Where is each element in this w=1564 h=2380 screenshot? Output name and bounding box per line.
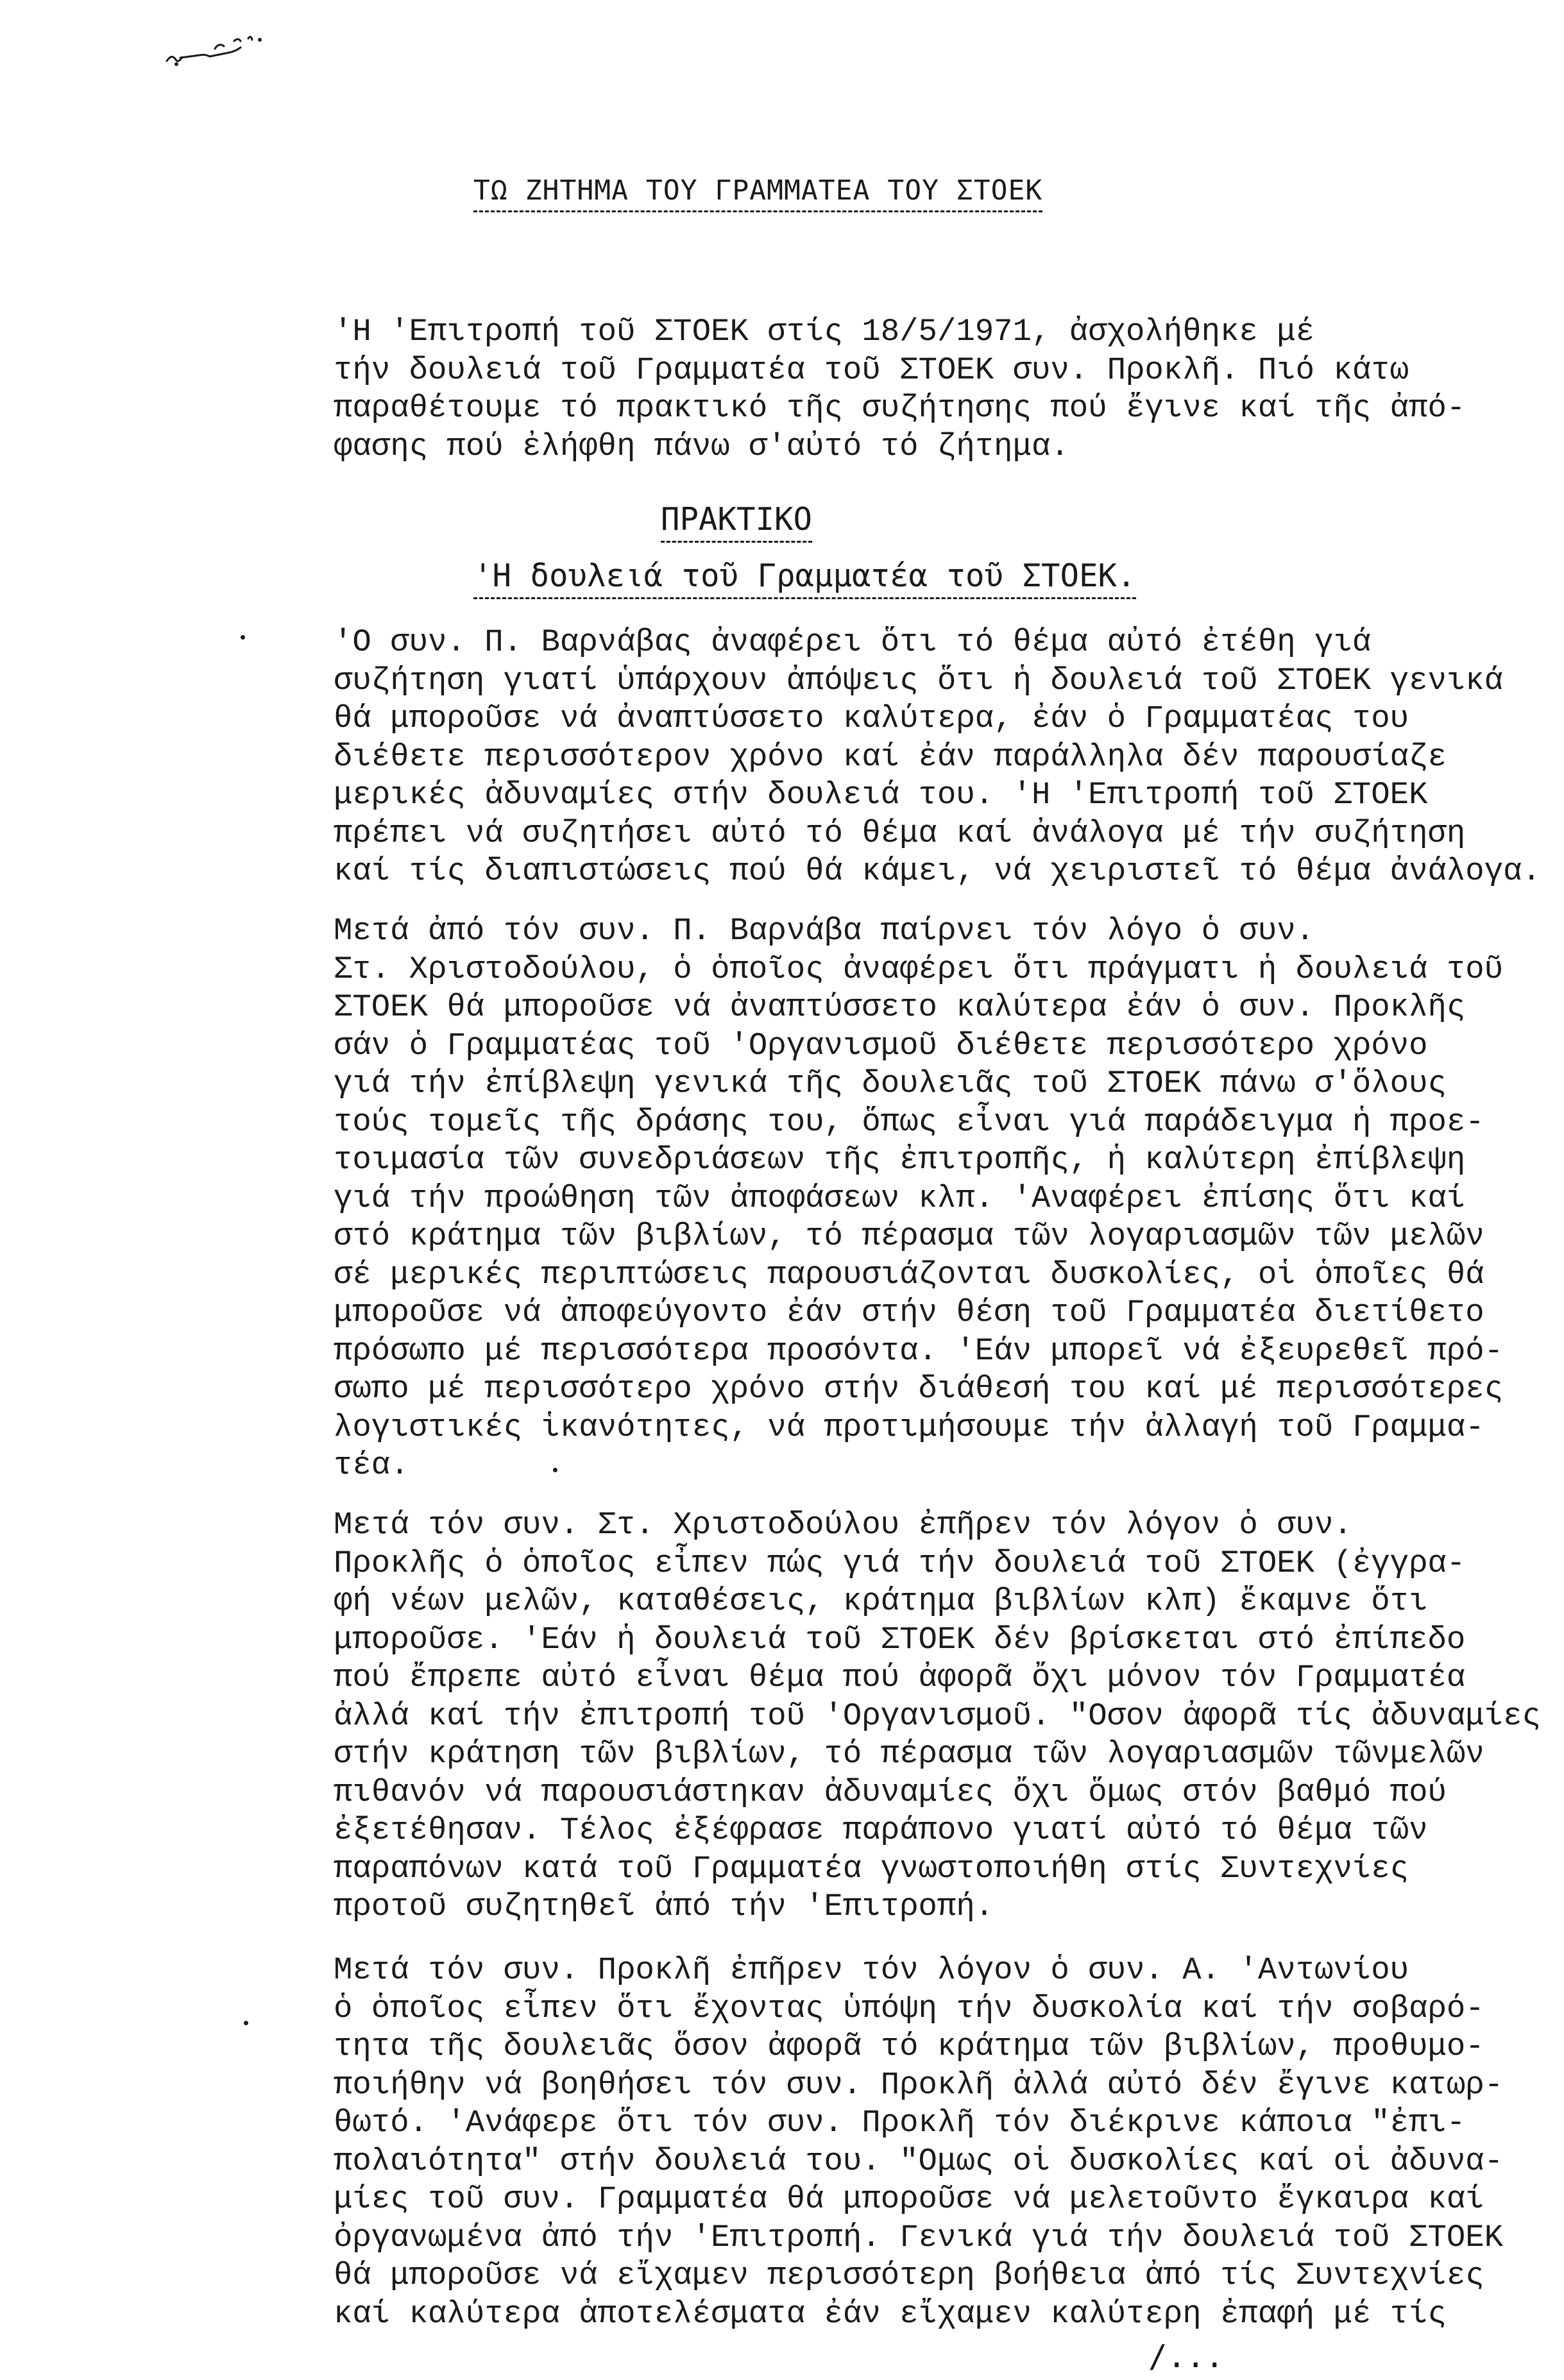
intro-paragraph: 'Η 'Επιτροπή τοῦ ΣΤΟΕΚ στίς 18/5/1971, ἀσχολήθηκε μέ τήν δουλειά τοῦ Γραμματέα τοῦ ΣΤΟΕΚ συν. Προκλῆ. Πιό κάτω παραθέτουμε τό πρακτικό τῆς συζήτησης πού ἔγινε καί τῆς ἀπό- φασης πού ἐλήφθη πάνω σ'αὐτό τό ζήτημα.	[334, 314, 1466, 464]
margin-dot	[553, 1468, 557, 1472]
continuation-mark: /...	[1148, 2338, 1225, 2375]
margin-dot	[244, 2021, 248, 2025]
paragraph-2: Μετά ἀπό τόν συν. Π. Βαρνάβα παίρνει τόν λόγο ὁ συν. Στ. Χριστοδούλου, ὁ ὁποῖος ἀναφέρει ὅτι πράγματι ἡ δουλειά τοῦ ΣΤΟΕΚ θά μποροῦσε νά ἀναπτύσσετο καλύτερα ἐάν ὁ συν. Προκλῆς σάν ὁ Γραμματέας τοῦ 'Οργανισμοῦ διέθετε περισσότερο χρόνο γιά τήν ἐπίβλεψη γενικά τῆς δουλειᾶς τοῦ ΣΤΟΕΚ πάνω σ'ὅλους τούς τομεῖς τῆς δράσης του, ὅπως εἶναι γιά παράδειγμα ἡ προε- τοιμασία τῶν συνεδριάσεων τῆς ἐπιτροπῆς, ἡ καλύτερη ἐπίβλεψη γιά τήν προώθηση τῶν ἀποφάσεων κλπ. 'Αναφέρει ἐπίσης ὅτι καί στό κράτημα τῶν βιβλίων, τό πέρασμα τῶν λογαριασμῶν τῶν μελῶν σέ μερικές περιπτώσεις παρουσιάζονται δυσκολίες, οἱ ὁποῖες θά μποροῦσε νά ἀποφεύγοντο ἐάν στήν θέση τοῦ Γραμματέα διετίθετο πρόσωπο μέ περισσότερα προσόντα. 'Εάν μπορεῖ νά ἐξευρεθεῖ πρό- σωπο μέ περισσότερο χρόνο στήν διάθεσή του καί μέ περισσότερες λογιστικές ἱκανότητες, νά προτιμήσουμε τήν ἀλλαγή τοῦ Γραμμα- τέα.	[334, 913, 1504, 1483]
paragraph-3: Μετά τόν συν. Στ. Χριστοδούλου ἐπῆρεν τόν λόγον ὁ συν. Προκλῆς ὁ ὁποῖος εἶπεν πώς γιά τήν δουλειά τοῦ ΣΤΟΕΚ (ἐγγρα- φή νέων μελῶν, καταθέσεις, κράτημα βιβλίων κλπ) ἔκαμνε ὅτι μποροῦσε. 'Εάν ἡ δουλειά τοῦ ΣΤΟΕΚ δέν βρίσκεται στό ἐπίπεδο πού ἔπρεπε αὐτό εἶναι θέμα πού ἀφορᾶ ὄχι μόνον τόν Γραμματέα ἀλλά καί τήν ἐπιτροπή τοῦ 'Οργανισμοῦ. "Οσον ἀφορᾶ τίς ἀδυναμίες στήν κράτηση τῶν βιβλίων, τό πέρασμα τῶν λογαριασμῶν τῶνμελῶν πιθανόν νά παρουσιάστηκαν ἀδυναμίες ὄχι ὅμως στόν βαθμό πού ἐξετέθησαν. Τέλος ἐξέφρασε παράπονο γιατί αὐτό τό θέμα τῶν παραπόνων κατά τοῦ Γραμματέα γνωστοποιήθη στίς Συντεχνίες προτοῦ συζητηθεῖ ἀπό τήν 'Επιτροπή.	[334, 1507, 1541, 1925]
document-title: ΤΩ ΖΗΤΗΜΑ ΤΟΥ ΓΡΑΜΜΑΤΕΑ ΤΟΥ ΣΤΟΕΚ	[473, 174, 1042, 212]
margin-dot	[241, 635, 245, 640]
paragraph-1: 'Ο συν. Π. Βαρνάβας ἀναφέρει ὅτι τό θέμα αὐτό ἐτέθη γιά συζήτηση γιατί ὑπάρχουν ἀπόψεις ὅτι ἡ δουλειά τοῦ ΣΤΟΕΚ γενικά θά μποροῦσε νά ἀναπτύσσετο καλύτερα, ἐάν ὁ Γραμματέας του διέθετε περισσότερον χρόνο καί ἐάν παράλληλα δέν παρουσίαζε μερικές ἀδυναμίες στήν δουλειά του. 'Η 'Επιτροπή τοῦ ΣΤΟΕΚ πρέπει νά συζητήσει αὐτό τό θέμα καί ἀνάλογα μέ τήν συζήτηση καί τίς διαπιστώσεις πού θά κάμει, νά χειριστεῖ τό θέμα ἀνάλογα.	[334, 624, 1541, 889]
paragraph-4: Μετά τόν συν. Προκλῆ ἐπῆρεν τόν λόγον ὁ συν. Α. 'Αντωνίου ὁ ὁποῖος εἶπεν ὅτι ἔχοντας ὑπόψη τήν δυσκολία καί τήν σοβαρό- τητα τῆς δουλειᾶς ὅσον ἀφορᾶ τό κράτημα τῶν βιβλίων, προθυμο- ποιήθην νά βοηθήσει τόν συν. Προκλῆ ἀλλά αὐτό δέν ἔγινε κατωρ- θωτό. 'Ανάφερε ὅτι τόν συν. Προκλῆ τόν διέκρινε κάποια "ἐπι- πολαιότητα" στήν δουλειά του. "Ομως οἱ δυσκολίες καί οἱ ἀδυνα- μίες τοῦ συν. Γραμματέα θά μποροῦσε νά μελετοῦντο ἔγκαιρα καί ὀργανωμένα ἀπό τήν 'Επιτροπή. Γενικά γιά τήν δουλειά τοῦ ΣΤΟΕΚ θά μποροῦσε νά εἴχαμεν περισσότερη βοήθεια ἀπό τίς Συντεχνίες καί καλύτερα ἀποτελέσματα ἐάν εἴχαμεν καλύτερη ἐπαφή μέ τίς	[334, 1952, 1504, 2332]
handwritten-mark	[164, 32, 285, 71]
section-subheading: 'Η δουλειά τοῦ Γραμματέα τοῦ ΣΤΟΕΚ.	[473, 557, 1136, 599]
section-heading: ΠΡΑΚΤΙΚΟ	[661, 500, 812, 543]
